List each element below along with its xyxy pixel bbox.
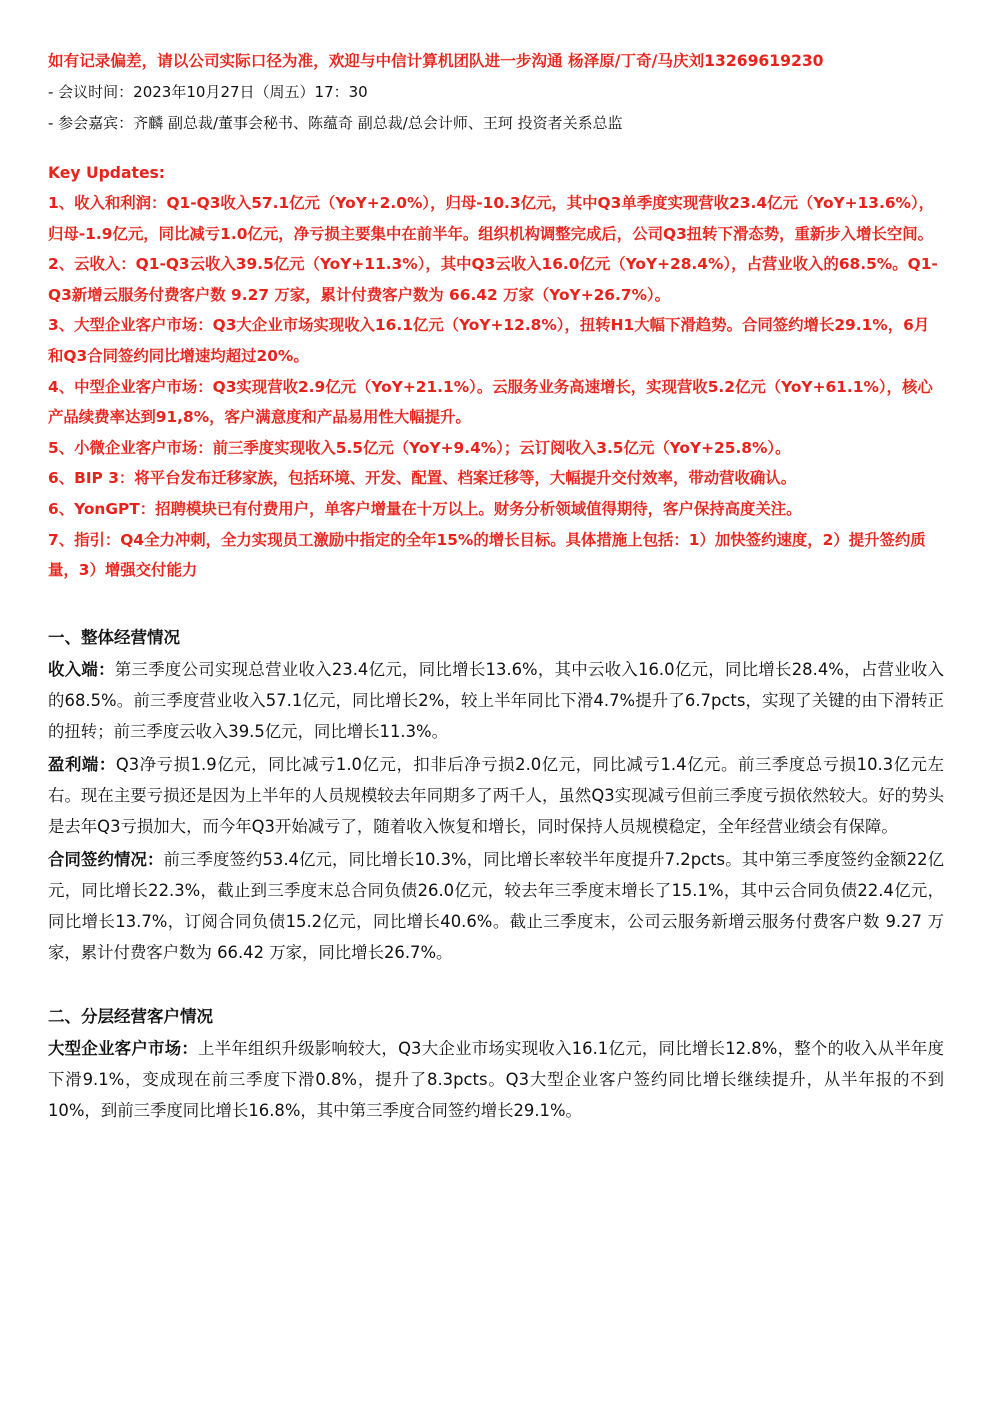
key-update-item: 1、收入和利润：Q1-Q3收入57.1亿元（YoY+2.0%），归母-10.3亿元，其中Q3单季度实现营收23.4亿元（YoY+13.6%），归母-1.9亿元，同比减亏1.0亿元，净亏损主要集中在前半年。组织机构调整完成后，公司Q3扭转下滑态势，重新步入增长空间。 bbox=[48, 194, 935, 243]
key-update-item: 7、指引：Q4全力冲刺，全力实现员工激励中指定的全年15%的增长目标。具体措施上包括：1）加快签约速度，2）提升签约质量，3）增强交付能力 bbox=[48, 530, 926, 580]
key-update-item: 3、大型企业客户市场：Q3大企业市场实现收入16.1亿元（YoY+12.8%），扭转H1大幅下滑趋势。合同签约增长29.1%，6月和Q3合同签约同比增速均超过20%。 bbox=[48, 316, 930, 365]
paragraph-large-enterprise bbox=[48, 1033, 944, 1126]
key-update-item: 2、云收入：Q1-Q3云收入39.5亿元（YoY+11.3%），其中Q3云收入16.0亿元（YoY+28.4%），占营业收入的68.5%。Q1-Q3新增云服务付费客户数 9.27 万家，累计付费客户数为 66.42 万家（YoY+26.7%）。 bbox=[48, 255, 938, 304]
paragraph-label: 大型企业客户市场： bbox=[48, 1038, 199, 1058]
paragraph-label: 合同签约情况： bbox=[48, 849, 164, 869]
key-updates-section bbox=[48, 159, 944, 586]
paragraph-profit bbox=[48, 749, 944, 842]
paragraph-label: 盈利端： bbox=[48, 754, 116, 774]
key-updates-title: Key Updates: bbox=[48, 164, 166, 182]
meeting-time: - 会议时间：2023年10月27日（周五）17：30 bbox=[48, 83, 368, 101]
paragraph-text: Q3净亏损1.9亿元，同比减亏1.0亿元，扣非后净亏损2.0亿元，同比减亏1.4亿元。前三季度总亏损10.3亿元左右。现在主要亏损还是因为上半年的人员规模较去年同期多了两千人，虽然Q3实现减亏但前三季度亏损依然较大。好的势头是去年Q3亏损加大，而今年Q3开始减亏了，随着收入恢复和增长，同时保持人员规模稳定，全年经营业绩会有保障。 bbox=[48, 754, 945, 836]
paragraph-label: 收入端： bbox=[48, 659, 115, 679]
key-update-item: 6、BIP 3：将平台发布迁移家族，包括环境、开发、配置、档案迁移等，大幅提升交付效率，带动营收确认。 bbox=[48, 469, 797, 488]
paragraph-text: 第三季度公司实现总营业收入23.4亿元，同比增长13.6%，其中云收入16.0亿元，同比增长28.4%，占营业收入的68.5%。前三季度营业收入57.1亿元，同比增长2%，较上半年同比下滑4.7%提升了6.7pcts，实现了关键的由下滑转正的扭转；前三季度云收入39.5亿元，同比增长11.3%。 bbox=[48, 659, 944, 741]
disclaimer-line: 如有记录偏差，请以公司实际口径为准，欢迎与中信计算机团队进一步沟通 杨泽原/丁奇/马庆刘13269619230 bbox=[48, 52, 824, 70]
key-update-item: 4、中型企业客户市场：Q3实现营收2.9亿元（YoY+21.1%）。云服务业务高速增长，实现营收5.2亿元（YoY+61.1%），核心产品续费率达到91,8%，客户满意度和产品易用性大幅提升。 bbox=[48, 377, 933, 427]
paragraph-text: 上半年组织升级影响较大，Q3大企业市场实现收入16.1亿元，同比增长12.8%，整个的收入从半年度下滑9.1%，变成现在前三季度下滑0.8%，提升了8.3pcts。Q3大型企业客户签约同比增长继续提升，从半年报的不到10%，到前三季度同比增长16.8%，其中第三季度合同签约增长29.1%。 bbox=[48, 1038, 944, 1120]
section-overall-operations bbox=[48, 622, 944, 968]
section-title: 二、分层经营客户情况 bbox=[48, 1006, 213, 1026]
section-title: 一、整体经营情况 bbox=[48, 627, 180, 647]
paragraph-revenue bbox=[48, 654, 944, 747]
key-update-item: 5、小微企业客户市场：前三季度实现收入5.5亿元（YoY+9.4%）；云订阅收入3.5亿元（YoY+25.8%）。 bbox=[48, 438, 791, 457]
paragraph-text: 前三季度签约53.4亿元，同比增长10.3%，同比增长率较半年度提升7.2pcts。其中第三季度签约金额22亿元，同比增长22.3%，截止到三季度末总合同负债26.0亿元，较去年三季度末增长了15.1%，其中云合同负债22.4亿元，同比增长13.7%，订阅合同负债15.2亿元，同比增长40.6%。截止三季度末，公司云服务新增云服务付费客户数 9.27 万家，累计付费客户数为 66.42 万家，同比增长26.7%。 bbox=[48, 849, 945, 962]
section-customer-tiers bbox=[48, 1001, 944, 1126]
paragraph-contracts bbox=[48, 844, 944, 968]
meeting-guests: - 参会嘉宾：齐麟 副总裁/董事会秘书、陈蕴奇 副总裁/总会计师、王珂 投资者关系总监 bbox=[48, 114, 623, 132]
key-update-item: 6、YonGPT：招聘模块已有付费用户，单客户增量在十万以上。财务分析领域值得期待，客户保持高度关注。 bbox=[48, 499, 802, 518]
